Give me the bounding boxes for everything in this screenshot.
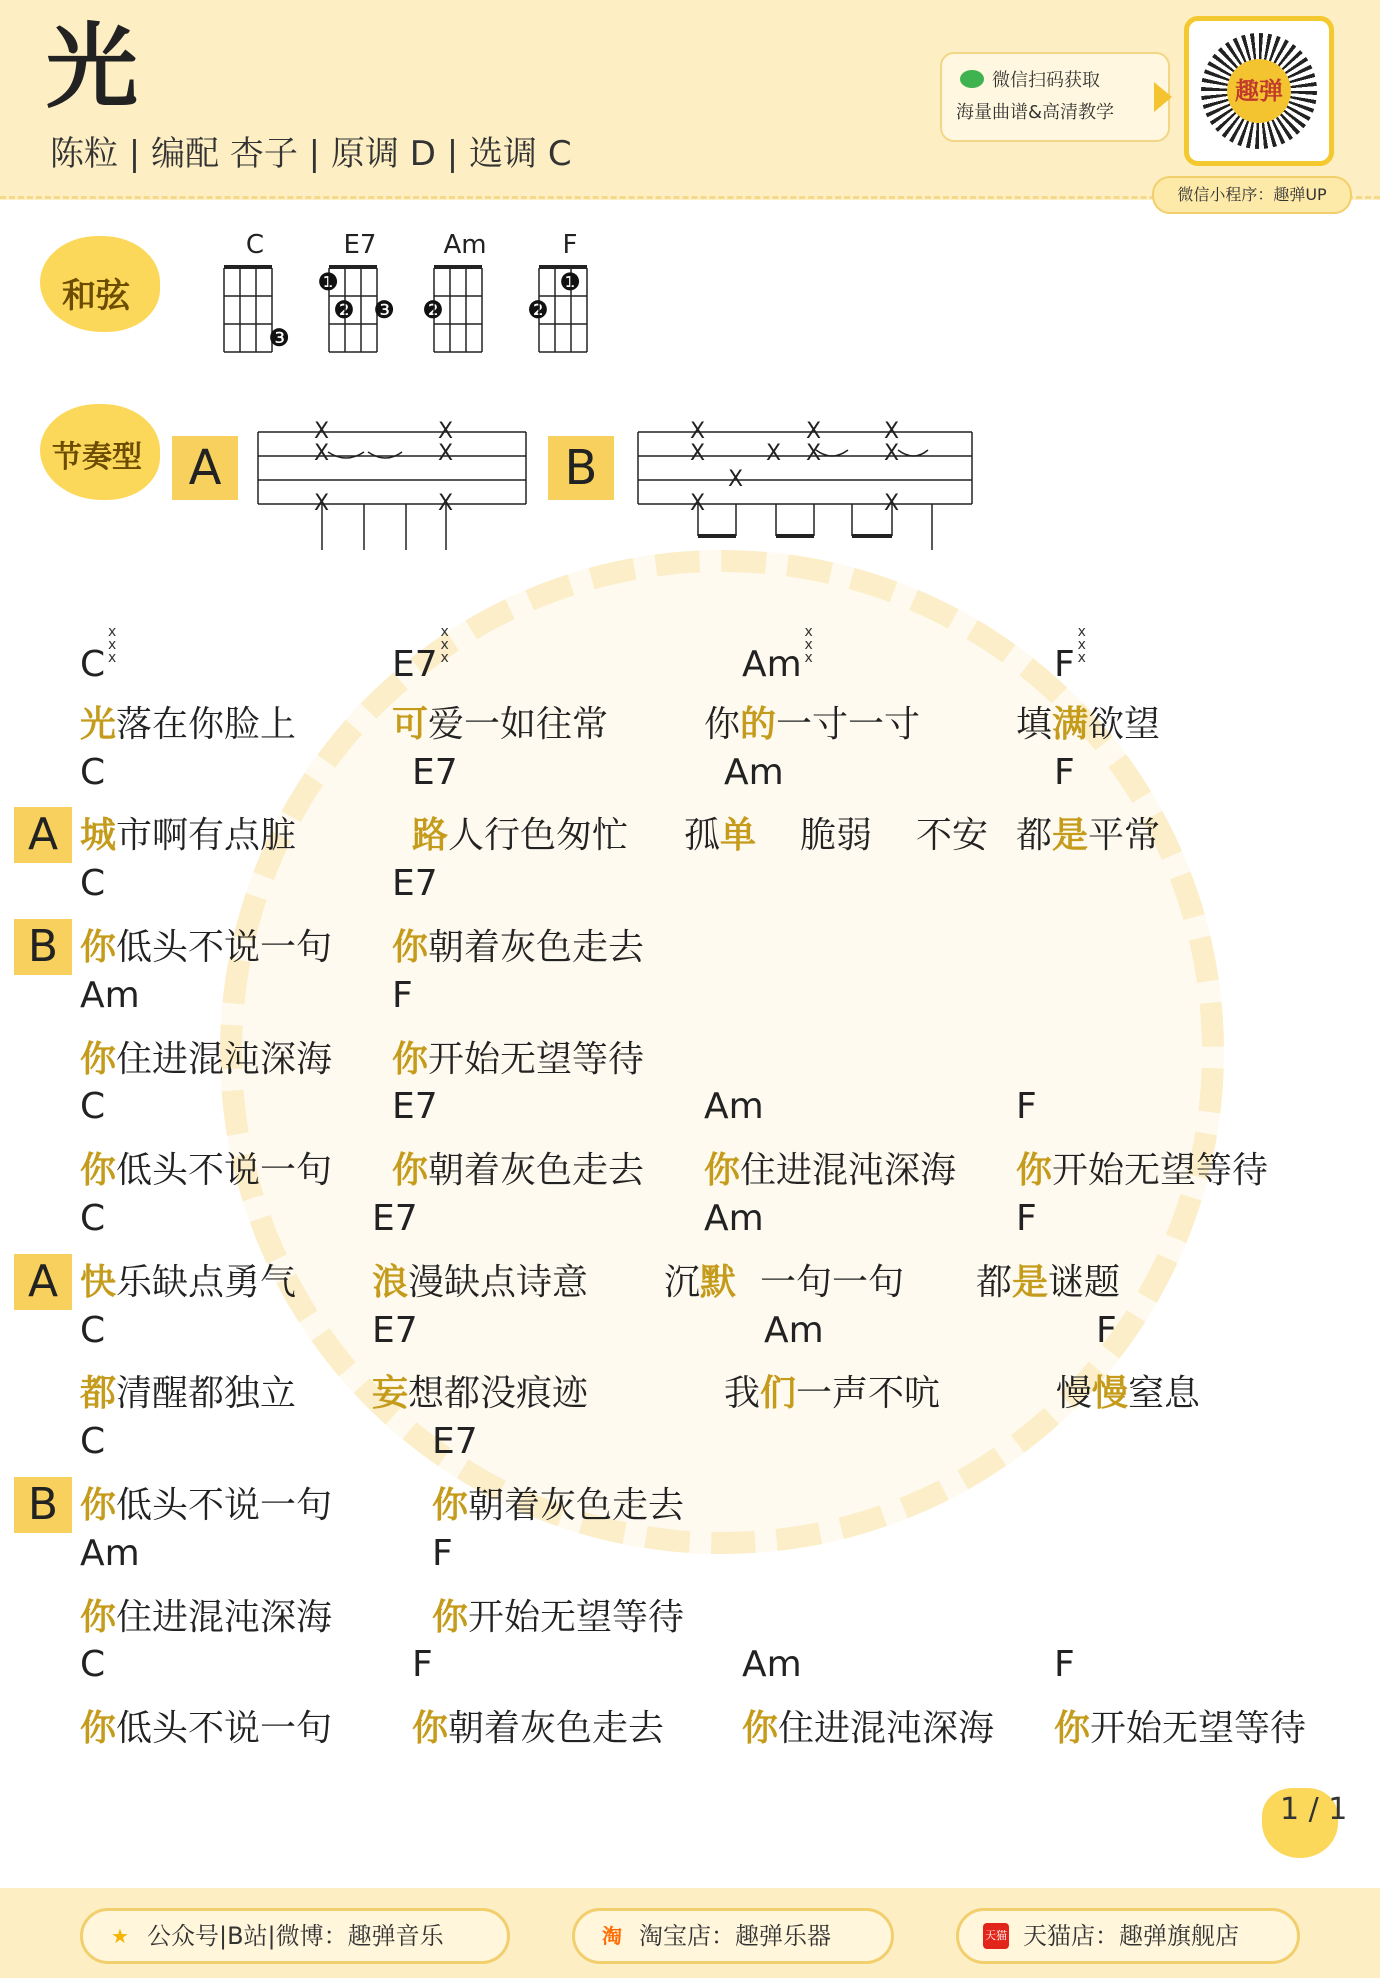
lyric-text: 落在你脸上 xyxy=(116,703,297,745)
lyric-phrase xyxy=(1054,1700,1306,1751)
lyric-accent: 你 xyxy=(1054,1708,1091,1750)
lyric-text: 都 xyxy=(976,1261,1013,1303)
finger-dot: ❶ xyxy=(317,268,339,296)
svg-text:X: X xyxy=(314,491,330,516)
chord-name: F xyxy=(562,230,578,260)
lyric-accent: 你 xyxy=(392,1150,429,1192)
lyric-row xyxy=(0,1700,1380,1756)
lyric-accent: 城 xyxy=(80,815,117,857)
section-marker: A xyxy=(14,807,72,863)
chord-label: Amx x x xyxy=(742,640,816,685)
lyric-phrase xyxy=(412,807,628,858)
lyric-phrase xyxy=(80,1589,332,1640)
lyric-text: 沉 xyxy=(664,1261,701,1303)
footer-social[interactable] xyxy=(80,1908,510,1964)
lyric-phrase xyxy=(800,807,872,858)
chord-label: C xyxy=(80,1198,106,1239)
lyric-text: 住进混沌深海 xyxy=(778,1708,995,1750)
rhythm-label: 节奏型 xyxy=(52,440,142,475)
chord-label: Am xyxy=(704,1086,764,1128)
promo-banner[interactable] xyxy=(940,52,1170,142)
lyric-row xyxy=(0,1142,1380,1198)
lyric-phrase xyxy=(80,1700,332,1751)
lyric-accent: 你 xyxy=(704,1150,741,1192)
lyric-text: 住进混沌深海 xyxy=(116,1596,333,1638)
chord-label: F xyxy=(412,1644,433,1686)
footer-social-text: 公众号|B站|微博：趣弹音乐 xyxy=(147,1922,444,1950)
chord-row xyxy=(0,1086,1380,1142)
chords-label: 和弦 xyxy=(62,276,130,316)
chord-label: F xyxy=(1054,1644,1075,1686)
svg-text:X: X xyxy=(438,491,454,516)
svg-text:X: X xyxy=(766,441,782,466)
chord-label: C xyxy=(80,1309,106,1351)
chord-grid xyxy=(527,258,615,368)
svg-text:X: X xyxy=(690,491,706,516)
chord-label: C xyxy=(80,1644,106,1686)
lyric-text: 人行色匆忙 xyxy=(448,815,629,857)
lyric-phrase xyxy=(372,1254,588,1305)
lyric-accent: 妄 xyxy=(372,1373,409,1415)
lyric-accent: 满 xyxy=(1052,703,1089,745)
chord-row xyxy=(0,624,1380,696)
svg-text:X: X xyxy=(438,441,454,466)
lyric-text: 你 xyxy=(704,703,741,745)
lyric-text: 我 xyxy=(724,1373,761,1415)
lyric-text: 低头不说一句 xyxy=(116,1150,333,1192)
lyric-text: 不安 xyxy=(916,815,989,857)
lyric-accent: 都 xyxy=(80,1373,117,1415)
qr-code[interactable] xyxy=(1184,16,1334,166)
svg-text:X: X xyxy=(806,441,822,466)
lyric-phrase xyxy=(80,807,296,858)
lyric-row xyxy=(0,807,1380,863)
strum-mark: x x x xyxy=(440,624,449,666)
chord-label: F xyxy=(1016,1198,1037,1239)
chord-row xyxy=(0,1198,1380,1254)
lyric-accent: 默 xyxy=(700,1261,737,1303)
lyric-text: 脆弱 xyxy=(800,815,873,857)
song-meta: 陈粒 | 编配 杏子 | 原调 D | 选调 C xyxy=(50,134,572,174)
qr-caption: 微信小程序：趣弹UP xyxy=(1152,176,1352,214)
lyric-phrase xyxy=(432,1477,684,1528)
chord-label: E7 xyxy=(432,1421,478,1463)
taobao-icon: 淘 xyxy=(602,1924,622,1948)
chord-label: C xyxy=(80,1421,106,1463)
chord-label: Fx x x xyxy=(1054,640,1089,685)
lyric-accent: 是 xyxy=(1052,815,1089,857)
finger-dot: ❷ xyxy=(527,296,549,324)
lyric-accent: 们 xyxy=(760,1373,797,1415)
chord-label: E7 xyxy=(372,1198,418,1239)
chord-row xyxy=(0,1533,1380,1589)
chord-row xyxy=(0,1421,1380,1477)
song-title: 光 xyxy=(46,14,139,121)
svg-text:X: X xyxy=(884,441,900,466)
lyric-row xyxy=(0,696,1380,752)
lyric-phrase xyxy=(742,1700,994,1751)
lyric-accent: 慢 xyxy=(1092,1373,1129,1415)
lyric-row xyxy=(0,1365,1380,1421)
lyric-phrase xyxy=(684,807,756,858)
chord-label: Am xyxy=(80,1532,140,1574)
lyric-text: 住进混沌深海 xyxy=(740,1150,957,1192)
chord-row xyxy=(0,863,1380,919)
chord-label: Cx x x xyxy=(80,640,119,685)
lyric-text: 开始无望等待 xyxy=(468,1596,685,1638)
lyric-accent: 的 xyxy=(740,703,777,745)
lyric-text: 朝着灰色走去 xyxy=(428,927,645,968)
svg-text:X: X xyxy=(438,419,454,444)
lyric-phrase xyxy=(760,1254,904,1305)
lyric-row xyxy=(0,1589,1380,1645)
section-marker: B xyxy=(14,919,72,975)
lyric-accent: 你 xyxy=(80,1596,117,1638)
rhythm-b-staff xyxy=(636,420,976,554)
lyric-row xyxy=(0,1477,1380,1533)
lyric-text: 孤 xyxy=(684,815,721,857)
chord-label: Am xyxy=(80,974,140,1016)
lyric-accent: 光 xyxy=(80,703,117,745)
chord-label: C xyxy=(80,1086,106,1128)
svg-text:X: X xyxy=(314,419,330,444)
lyric-phrase xyxy=(432,1589,684,1640)
lyric-phrase xyxy=(704,1142,956,1193)
lyric-accent: 你 xyxy=(432,1596,469,1638)
lyric-phrase xyxy=(392,696,608,747)
chord-label: Am xyxy=(724,751,784,793)
play-arrow-icon xyxy=(1154,82,1172,112)
lyric-phrase xyxy=(976,1254,1120,1305)
chord-grid xyxy=(317,258,405,368)
lyric-text: 想都没痕迹 xyxy=(408,1373,589,1415)
lyric-text: 慢 xyxy=(1056,1373,1093,1415)
lyric-phrase xyxy=(80,1477,332,1528)
svg-text:X: X xyxy=(728,467,744,492)
lyric-phrase xyxy=(1016,1142,1268,1193)
finger-dot: ❶ xyxy=(559,268,581,296)
chord-label: F xyxy=(1096,1309,1117,1351)
lyric-text: 朝着灰色走去 xyxy=(448,1708,665,1750)
svg-text:X: X xyxy=(806,419,822,444)
lyric-accent: 你 xyxy=(80,1038,117,1080)
lyric-text: 一声不吭 xyxy=(796,1373,941,1415)
chord-row xyxy=(0,1310,1380,1366)
lyric-accent: 你 xyxy=(80,1485,117,1526)
svg-text:X: X xyxy=(884,419,900,444)
lyric-text: 朝着灰色走去 xyxy=(468,1485,685,1526)
lyric-accent: 你 xyxy=(1016,1150,1053,1192)
rhythm-a-tag: A xyxy=(172,436,238,500)
chord-label: F xyxy=(1054,751,1075,793)
lyric-row xyxy=(0,919,1380,975)
chord-grid xyxy=(422,258,510,368)
lyric-text: 住进混沌深海 xyxy=(116,1038,333,1080)
lyric-text: 乐缺点勇气 xyxy=(116,1261,297,1303)
lyric-text: 平常 xyxy=(1088,815,1161,857)
chord-row xyxy=(0,975,1380,1031)
lyric-phrase xyxy=(80,1365,296,1416)
strum-mark: x x x xyxy=(804,624,813,666)
chord-label: E7 xyxy=(392,863,438,905)
footer-tmall-text: 天猫店：趣弹旗舰店 xyxy=(1023,1922,1239,1950)
chord-row xyxy=(0,1644,1380,1700)
lyric-phrase xyxy=(80,696,296,747)
lyric-accent: 你 xyxy=(742,1708,779,1750)
lyric-accent: 是 xyxy=(1012,1261,1049,1303)
finger-dot: ❸ xyxy=(373,296,395,324)
lyric-text: 填 xyxy=(1016,703,1053,745)
lyric-accent: 你 xyxy=(80,927,117,968)
chord-label: C xyxy=(80,863,106,905)
lyric-phrase xyxy=(392,1031,644,1082)
lyric-text: 低头不说一句 xyxy=(116,1485,333,1526)
chord-label: E7x x x xyxy=(392,640,452,685)
lyric-phrase xyxy=(916,807,988,858)
star-icon: ★ xyxy=(111,1924,129,1948)
lyric-text: 欲望 xyxy=(1088,703,1161,745)
lyric-phrase xyxy=(80,919,332,970)
finger-dot: ❷ xyxy=(422,296,444,324)
lyric-phrase xyxy=(80,1031,332,1082)
svg-text:X: X xyxy=(690,419,706,444)
lyric-phrase xyxy=(724,1365,940,1416)
chord-name: E7 xyxy=(343,230,377,260)
footer-tmall[interactable] xyxy=(956,1908,1300,1964)
chord-label: C xyxy=(80,751,106,793)
lyric-accent: 你 xyxy=(432,1485,469,1526)
svg-text:X: X xyxy=(884,491,900,516)
lyric-text: 开始无望等待 xyxy=(428,1038,645,1080)
svg-text:X: X xyxy=(690,441,706,466)
promo-line-1: 微信扫码获取 xyxy=(992,70,1100,91)
rhythm-a-staff xyxy=(256,420,530,554)
lyric-text: 开始无望等待 xyxy=(1090,1708,1307,1750)
lyric-phrase xyxy=(80,1142,332,1193)
lyric-accent: 你 xyxy=(392,927,429,968)
chord-name: C xyxy=(245,230,265,260)
finger-dot: ❷ xyxy=(333,296,355,324)
strum-mark: x x x xyxy=(107,624,117,666)
lyric-phrase xyxy=(392,1142,644,1193)
promo-line-2: 海量曲谱&高清教学 xyxy=(956,102,1115,123)
lyric-accent: 浪 xyxy=(372,1261,409,1303)
lyric-accent: 快 xyxy=(80,1261,117,1303)
chord-label: E7 xyxy=(392,1086,438,1128)
lyric-text: 漫缺点诗意 xyxy=(408,1261,589,1303)
lyric-text: 谜题 xyxy=(1048,1261,1121,1303)
lyric-phrase xyxy=(1016,807,1160,858)
footer-taobao[interactable] xyxy=(572,1908,894,1964)
chord-label: F xyxy=(1016,1086,1037,1128)
svg-text:X: X xyxy=(314,441,330,466)
lyric-accent: 你 xyxy=(80,1708,117,1750)
lyric-text: 都 xyxy=(1016,815,1053,857)
lyric-text: 低头不说一句 xyxy=(116,927,333,968)
lyric-text: 一寸一寸 xyxy=(776,703,921,745)
lyric-text: 清醒都独立 xyxy=(116,1373,297,1415)
tmall-icon: 天猫 xyxy=(983,1923,1009,1949)
section-marker: A xyxy=(14,1254,72,1310)
lyric-phrase xyxy=(664,1254,736,1305)
lyric-text: 低头不说一句 xyxy=(116,1708,333,1750)
lyric-text: 市啊有点脏 xyxy=(116,815,297,857)
lyric-accent: 单 xyxy=(720,815,757,857)
chord-label: Am xyxy=(764,1309,824,1351)
chord-label: Am xyxy=(742,1644,802,1686)
page-number: 1 / 1 xyxy=(1280,1792,1348,1827)
lyric-text: 窒息 xyxy=(1128,1373,1201,1415)
lyric-accent: 你 xyxy=(80,1150,117,1192)
chord-label: E7 xyxy=(372,1309,418,1351)
lyric-phrase xyxy=(704,696,920,747)
lyric-accent: 可 xyxy=(392,703,429,745)
lyric-row xyxy=(0,1254,1380,1310)
lyric-phrase xyxy=(1056,1365,1200,1416)
lyric-phrase xyxy=(80,1254,296,1305)
chord-label: E7 xyxy=(412,751,458,793)
lyric-phrase xyxy=(1016,696,1160,747)
strum-mark: x x x xyxy=(1077,624,1086,666)
chord-row xyxy=(0,752,1380,808)
lyric-phrase xyxy=(392,919,644,970)
section-marker: B xyxy=(14,1477,72,1533)
rhythm-b-tag: B xyxy=(548,436,614,500)
chord-label: F xyxy=(432,1532,453,1574)
lyric-phrase xyxy=(372,1365,588,1416)
lyric-text: 一句一句 xyxy=(760,1261,905,1303)
qr-logo: 趣弹 xyxy=(1227,59,1291,123)
lyric-accent: 你 xyxy=(392,1038,429,1080)
lyric-accent: 你 xyxy=(412,1708,449,1750)
footer-taobao-text: 淘宝店：趣弹乐器 xyxy=(639,1922,831,1950)
lyric-text: 开始无望等待 xyxy=(1052,1150,1269,1192)
lyric-accent: 路 xyxy=(412,815,449,857)
wechat-icon xyxy=(960,70,984,88)
finger-dot: ❸ xyxy=(268,324,290,352)
chord-grid xyxy=(220,258,300,368)
lyric-text: 朝着灰色走去 xyxy=(428,1150,645,1192)
lyric-row xyxy=(0,1031,1380,1087)
lyric-phrase xyxy=(412,1700,664,1751)
lyric-text: 爱一如往常 xyxy=(428,703,609,745)
chord-label: F xyxy=(392,974,413,1016)
chord-label: Am xyxy=(704,1198,764,1239)
chord-name: Am xyxy=(443,230,487,260)
